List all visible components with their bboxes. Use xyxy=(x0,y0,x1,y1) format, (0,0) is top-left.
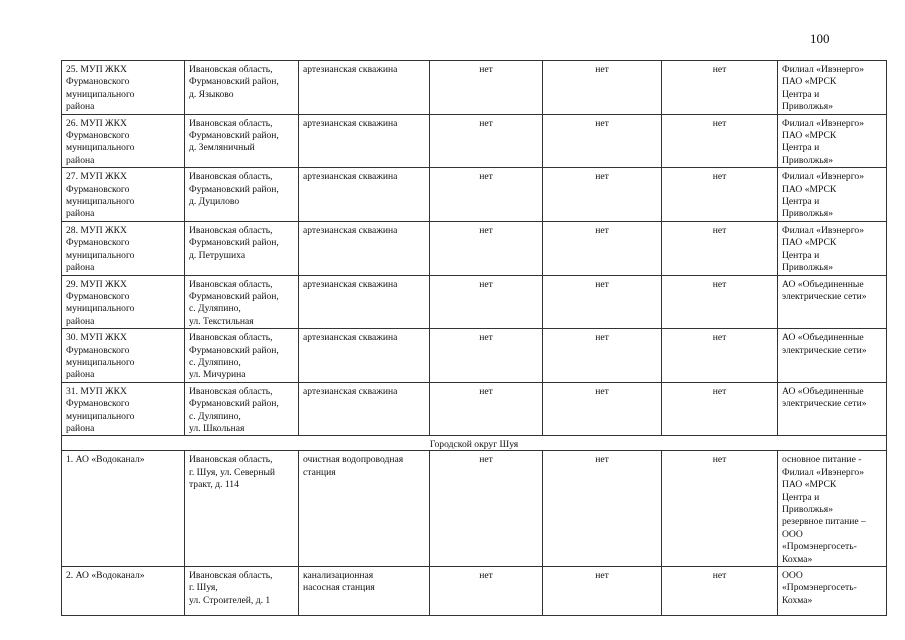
table-body-after xyxy=(62,451,887,616)
object-cell: артезианская скважина xyxy=(299,114,430,168)
status-cell-1: нет xyxy=(430,382,543,436)
address-cell: Ивановская область, Фурмановский район, с. Дуляпино, ул. Текстильная xyxy=(185,275,299,329)
status-cell-3: нет xyxy=(662,61,778,115)
address-cell: Ивановская область, Фурмановский район, д. Дуцилово xyxy=(185,168,299,222)
status-cell-3: нет xyxy=(662,451,778,567)
table-row xyxy=(62,61,887,115)
status-cell-1: нет xyxy=(430,451,543,567)
object-cell: артезианская скважина xyxy=(299,221,430,275)
supplier-cell: Филиал «Ивэнерго» ПАО «МРСК Центра и Приволжья» xyxy=(778,221,887,275)
table-body-before xyxy=(62,61,887,436)
org-cell: 27. МУП ЖКХ Фурмановского муниципального района xyxy=(62,168,185,222)
supplier-cell: ООО «Промэнергосеть- Кохма» xyxy=(778,567,887,616)
supplier-cell: АО «Объединенные электрические сети» xyxy=(778,275,887,329)
table-row xyxy=(62,114,887,168)
table-row xyxy=(62,382,887,436)
status-cell-1: нет xyxy=(430,275,543,329)
org-cell: 26. МУП ЖКХ Фурмановского муниципального района xyxy=(62,114,185,168)
address-cell: Ивановская область, Фурмановский район, д. Петрушиха xyxy=(185,221,299,275)
status-cell-2: нет xyxy=(543,114,662,168)
org-cell: 29. МУП ЖКХ Фурмановского муниципального района xyxy=(62,275,185,329)
status-cell-3: нет xyxy=(662,168,778,222)
table-row xyxy=(62,451,887,567)
org-cell: 30. МУП ЖКХ Фурмановского муниципального района xyxy=(62,329,185,383)
status-cell-1: нет xyxy=(430,114,543,168)
table-row xyxy=(62,329,887,383)
supplier-cell: Филиал «Ивэнерго» ПАО «МРСК Центра и Приволжья» xyxy=(778,61,887,115)
address-cell: Ивановская область, г. Шуя, ул. Северный тракт, д. 114 xyxy=(185,451,299,567)
status-cell-1: нет xyxy=(430,168,543,222)
status-cell-2: нет xyxy=(543,61,662,115)
object-cell: очистная водопроводная станция xyxy=(299,451,430,567)
status-cell-2: нет xyxy=(543,221,662,275)
status-cell-2: нет xyxy=(543,168,662,222)
status-cell-3: нет xyxy=(662,275,778,329)
object-cell: канализационная насосная станция xyxy=(299,567,430,616)
status-cell-3: нет xyxy=(662,329,778,383)
org-cell: 2. АО «Водоканал» xyxy=(62,567,185,616)
table-row xyxy=(62,168,887,222)
org-cell: 1. АО «Водоканал» xyxy=(62,451,185,567)
status-cell-2: нет xyxy=(543,329,662,383)
object-cell: артезианская скважина xyxy=(299,329,430,383)
status-cell-1: нет xyxy=(430,329,543,383)
address-cell: Ивановская область, г. Шуя, ул. Строителей, д. 1 xyxy=(185,567,299,616)
section-row-group xyxy=(62,436,887,451)
table-row xyxy=(62,567,887,616)
section-title: Городской округ Шуя xyxy=(62,436,887,451)
table-row xyxy=(62,221,887,275)
address-cell: Ивановская область, Фурмановский район, д. Языково xyxy=(185,61,299,115)
status-cell-3: нет xyxy=(662,114,778,168)
org-cell: 31. МУП ЖКХ Фурмановского муниципального района xyxy=(62,382,185,436)
status-cell-1: нет xyxy=(430,567,543,616)
supplier-cell: Филиал «Ивэнерго» ПАО «МРСК Центра и Приволжья» xyxy=(778,114,887,168)
org-cell: 25. МУП ЖКХ Фурмановского муниципального района xyxy=(62,61,185,115)
status-cell-3: нет xyxy=(662,567,778,616)
supplier-cell: АО «Объединенные электрические сети» xyxy=(778,329,887,383)
object-cell: артезианская скважина xyxy=(299,61,430,115)
object-cell: артезианская скважина xyxy=(299,168,430,222)
status-cell-2: нет xyxy=(543,382,662,436)
status-cell-1: нет xyxy=(430,221,543,275)
status-cell-1: нет xyxy=(430,61,543,115)
status-cell-3: нет xyxy=(662,221,778,275)
org-cell: 28. МУП ЖКХ Фурмановского муниципального района xyxy=(62,221,185,275)
supplier-cell: основное питание - Филиал «Ивэнерго» ПАО «МРСК Центра и Приволжья» резервное питание – ООО «Промэнергосеть- Кохма» xyxy=(778,451,887,567)
status-cell-2: нет xyxy=(543,451,662,567)
status-cell-2: нет xyxy=(543,275,662,329)
address-cell: Ивановская область, Фурмановский район, с. Дуляпино, ул. Школьная xyxy=(185,382,299,436)
section-row xyxy=(62,436,887,451)
objects-table xyxy=(61,60,887,616)
table-row xyxy=(62,275,887,329)
address-cell: Ивановская область, Фурмановский район, д. Земляничный xyxy=(185,114,299,168)
object-cell: артезианская скважина xyxy=(299,275,430,329)
status-cell-2: нет xyxy=(543,567,662,616)
address-cell: Ивановская область, Фурмановский район, с. Дуляпино, ул. Мичурина xyxy=(185,329,299,383)
object-cell: артезианская скважина xyxy=(299,382,430,436)
page-number: 100 xyxy=(810,31,830,46)
supplier-cell: АО «Объединенные электрические сети» xyxy=(778,382,887,436)
supplier-cell: Филиал «Ивэнерго» ПАО «МРСК Центра и Приволжья» xyxy=(778,168,887,222)
status-cell-3: нет xyxy=(662,382,778,436)
